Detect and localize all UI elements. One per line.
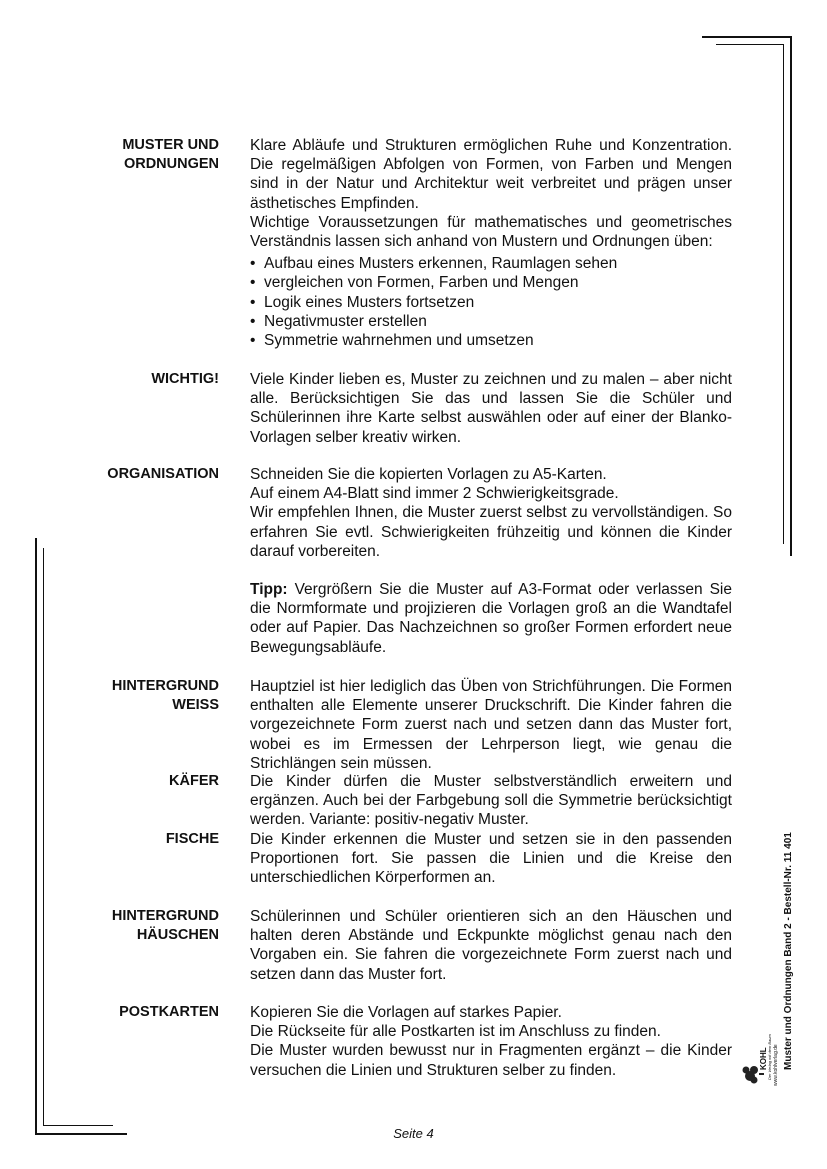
frame-top-line-outer	[702, 36, 792, 38]
paragraph: Die Rückseite für alle Postkarten ist im Anschluss zu finden.	[250, 1023, 661, 1041]
page-number: Seite 4	[393, 1126, 434, 1141]
frame-top-line-inner	[716, 44, 784, 45]
order-number-text: Muster und Ordnungen Band 2 - Bestell-Nr. 11 401	[783, 832, 794, 1070]
list-item: • vergleichen von Formen, Farben und Mengen	[250, 273, 732, 292]
section-label-postkarten: POSTKARTEN	[119, 1004, 219, 1020]
section-text-hintergrund-haeuschen	[250, 907, 732, 984]
tip-text: Vergrößern Sie die Muster auf A3-Format oder verlassen Sie die Normformate und projizieren die Vorlagen groß an die Wandtafel oder auf Papier. Das Nachzeichnen so großer Formen erfordert neue Bewegungsabläufe.	[250, 581, 732, 656]
section-text-muster	[250, 136, 732, 350]
tip-label: Tipp:	[250, 581, 288, 598]
section-label-muster: MUSTER UND ORDNUNGEN	[122, 137, 219, 172]
section-text-organisation	[250, 465, 732, 561]
section-label-wichtig: WICHTIG!	[151, 371, 219, 387]
section-label-hintergrund-weiss: HINTERGRUND WEISS	[111, 678, 219, 713]
section-label-kaefer: KÄFER	[169, 773, 219, 789]
section-text-postkarten	[250, 1003, 732, 1080]
section-text-hintergrund-weiss	[250, 677, 732, 773]
list-item: • Symmetrie wahrnehmen und umsetzen	[250, 331, 732, 350]
paragraph: Schülerinnen und Schüler orientieren sich an den Häuschen und halten deren Abstände und Eckpunkte möglichst genau nach den Vorgaben ein. Sie fahren die vorgezeichnete Form zuerst nach und setzen dann das Muster fort.	[250, 908, 732, 983]
section-text-wichtig	[250, 370, 732, 447]
frame-right-line-inner	[783, 44, 784, 544]
publisher-logo	[741, 1018, 781, 1088]
paragraph: Die Kinder erkennen die Muster und setzen sie in den passenden Proportionen fort. Sie passen die Linien und die Kreise den unterschiedlichen Körperformen an.	[250, 831, 732, 887]
paragraph: Schneiden Sie die kopierten Vorlagen zu A5-Karten.	[250, 466, 607, 483]
paragraph: Auf einem A4-Blatt sind immer 2 Schwierigkeitsgrade.	[250, 485, 619, 503]
section-label-organisation: ORGANISATION	[107, 466, 219, 482]
publisher-logo-text: KOHL	[759, 1047, 768, 1070]
publisher-website: www.kohlverlag.de	[773, 1044, 779, 1086]
paragraph	[250, 580, 732, 657]
section-label-fische: FISCHE	[165, 831, 219, 847]
paragraph: Hauptziel ist hier lediglich das Üben von Strichführungen. Die Formen enthalten alle Elemente unserer Druckschrift. Die Kinder fahren die vorgezeichnete Form zuerst nach und setzen dann das Muster fort, wobei es im Ermessen der Lehrperson liegt, wie genau die Strichlängen sein müssen.	[250, 678, 732, 772]
paragraph: Klare Abläufe und Strukturen ermöglichen Ruhe und Konzentration. Die regelmäßigen Abfolgen von Formen, von Farben und Mengen sind in der Natur und Architektur weit verbreitet und prägen unser ästhetisches Empfinden.	[250, 137, 732, 212]
bullet-list	[250, 254, 732, 350]
tip-paragraph	[250, 580, 732, 657]
list-item: • Negativmuster erstellen	[250, 312, 732, 331]
frame-left-line-outer	[35, 538, 37, 1135]
list-item: • Aufbau eines Musters erkennen, Raumlagen sehen	[250, 254, 732, 273]
paragraph: Viele Kinder lieben es, Muster zu zeichnen und zu malen – aber nicht alle. Berücksichtigen Sie das und lassen Sie die Schüler und Schülerinnen ihre Karte selbst auswählen oder auf einer der Blanko-Vorlagen selber kreativ wirken.	[250, 371, 732, 446]
paragraph: Die Kinder dürfen die Muster selbstverständlich erweitern und ergänzen. Auch bei der Farbgebung soll die Symmetrie berücksichtigt werden. Variante: positiv-negativ Muster.	[250, 773, 732, 829]
list-item: • Logik eines Musters fortsetzen	[250, 293, 732, 312]
section-text-fische	[250, 830, 732, 888]
section-label-hintergrund-haeuschen: HINTERGRUND HÄUSCHEN	[111, 908, 219, 943]
paragraph: Die Muster wurden bewusst nur in Fragmenten ergänzt – die Kinder versuchen die Linien und Strukturen selber zu finden.	[250, 1042, 732, 1079]
paragraph: Kopieren Sie die Vorlagen auf starkes Papier.	[250, 1004, 562, 1021]
frame-right-line-outer	[790, 36, 792, 556]
publisher-slogan: Der Verlag mit dem Baum	[767, 1034, 772, 1080]
paragraph: Wir empfehlen Ihnen, die Muster zuerst selbst zu vervollständigen. So erfahren Sie evtl. Schwierigkeiten frühzeitig und können die Kinder darauf vorbereiten.	[250, 504, 732, 560]
paragraph: Wichtige Voraussetzungen für mathematisches und geometrisches Verständnis lassen sich anhand von Mustern und Ordnungen üben:	[250, 213, 732, 251]
section-text-kaefer	[250, 772, 732, 830]
frame-left-line-inner	[43, 548, 44, 1126]
